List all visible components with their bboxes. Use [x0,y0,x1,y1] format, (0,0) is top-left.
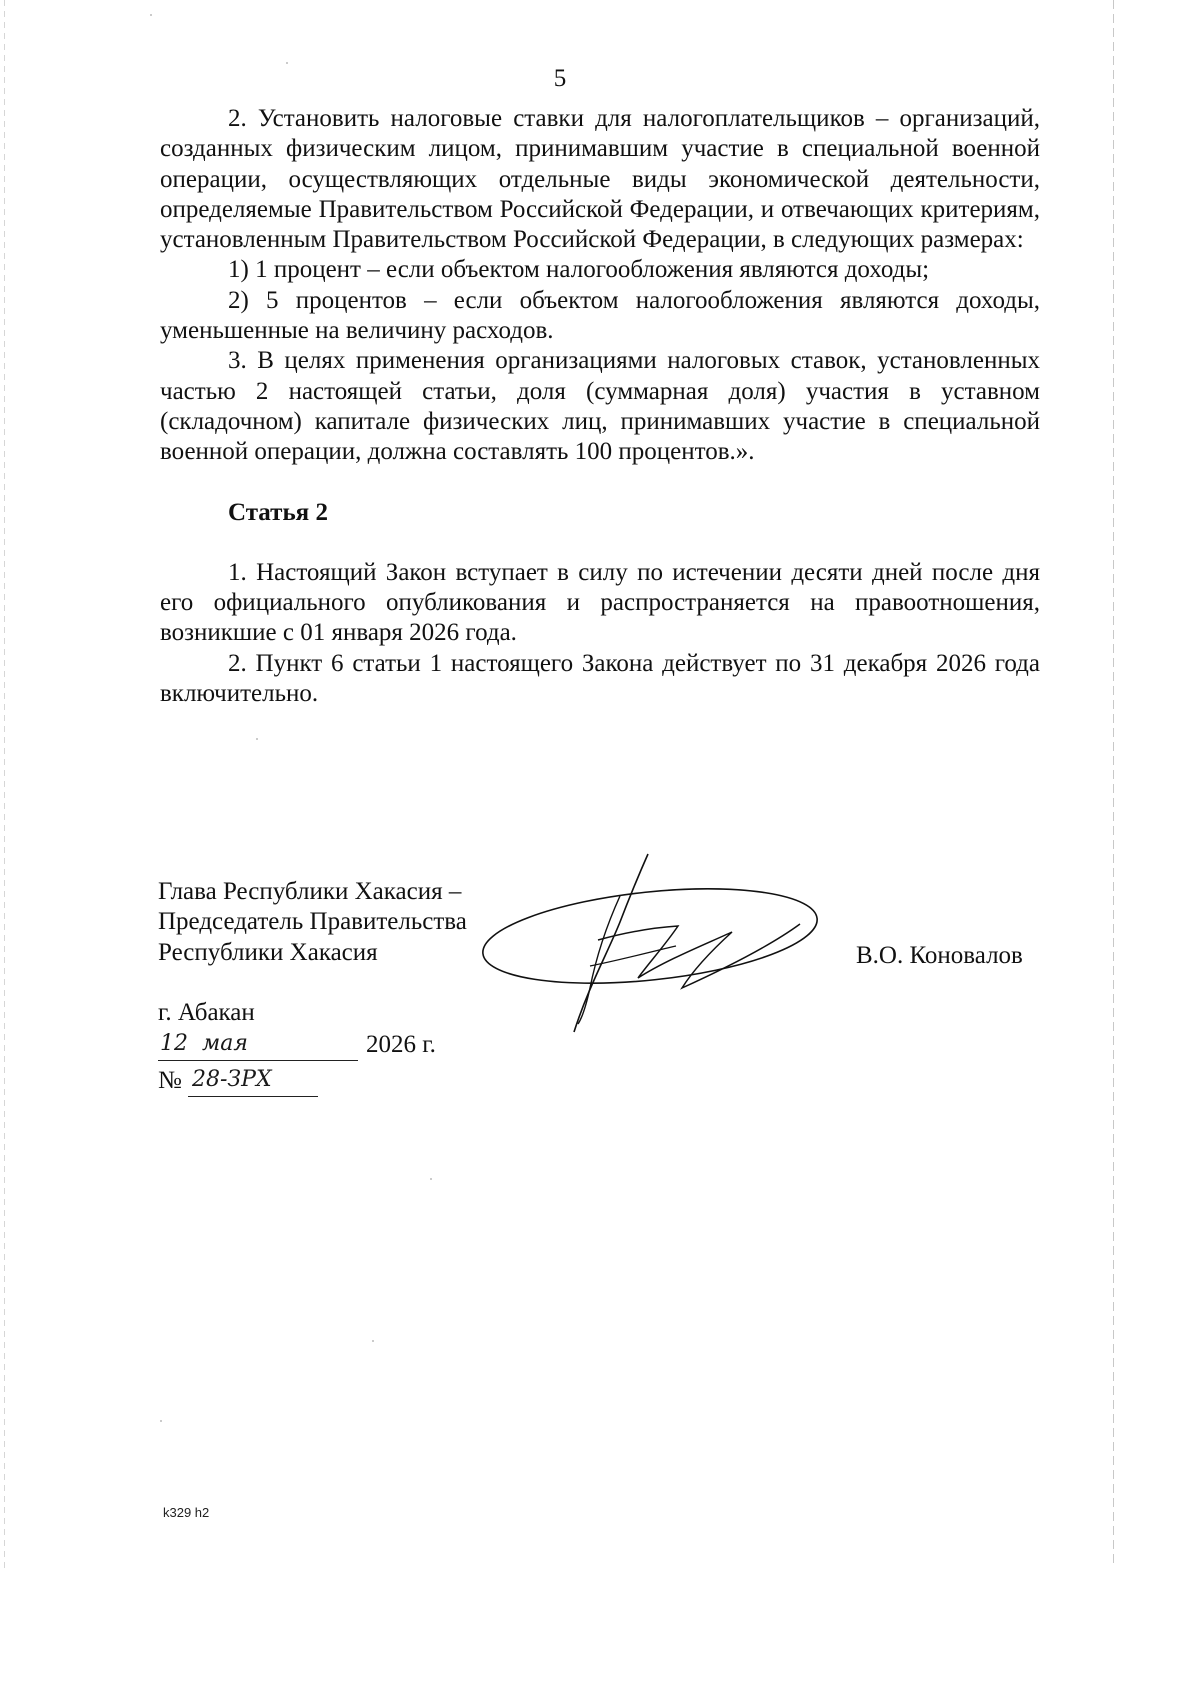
scan-edge-left [4,0,5,1568]
law-number [158,1066,358,1098]
paragraph: 2. Установить налоговые ставки для налогоплательщиков – организаций, созданных физическим лицом, принимавшим участие в специальной военной операции, осуществляющих отдельные виды экономической деятельности, определяемые Правительством Российской Федерации, и отвечающих критериям, установленным Правительством Российской Федерации, в следующих размерах: [160,105,1040,254]
paragraph: 3. В целях применения организациями налоговых ставок, установленных частью 2 настоящей статьи, доля (суммарная доля) участия в уставном (складочном) капитале физических лиц, принимавших участие в специальной военной операции, должна составлять 100 процентов.». [160,347,1040,466]
handwritten-signature [470,848,830,1038]
scan-edge-right [1113,0,1114,1568]
signatory-title-line: Глава Республики Хакасия – [158,878,462,905]
scan-speck [430,1178,432,1180]
scan-speck [160,1420,162,1422]
scan-speck [372,1340,374,1342]
paragraph: 1. Настоящий Закон вступает в силу по истечении десяти дней после дня его официального опубликования и распространяется на правоотношения, возникшие с 01 января 2026 года. [160,558,1040,647]
handwritten-number: 28-ЗРХ [192,1067,272,1092]
signatory-title-line: Республики Хакасия [158,938,378,966]
scan-speck [256,738,258,740]
paragraph: 2. Пункт 6 статьи 1 настоящего Закона действует по 31 декабря 2026 года включительно. [160,649,1040,708]
scan-speck [150,14,152,16]
paragraph: 2) 5 процентов – если объектом налогообложения являются доходы, уменьшенные на величину расходов. [160,286,1040,345]
date-fill-line [158,1030,358,1061]
document-body [160,104,1040,709]
number-sign: № [158,1067,182,1094]
signatory-name: В.О. Коновалов [856,942,1023,969]
place-of-signing: г. Абакан [158,999,255,1026]
number-fill-line [188,1066,318,1097]
handwritten-month: мая [202,1031,248,1056]
paragraph: 1) 1 процент – если объектом налогообложения являются доходы; [228,256,930,284]
signing-date [158,1030,458,1062]
article-heading: Статья 2 [228,498,328,526]
footer-code: k329 h2 [163,1505,210,1520]
signatory-title [158,877,467,968]
page-number: 5 [553,65,567,92]
handwritten-day: 12 [160,1031,188,1056]
scan-speck [286,62,288,64]
date-year: 2026 г. [366,1031,436,1058]
signatory-title-line: Председатель Правительства [158,908,467,936]
